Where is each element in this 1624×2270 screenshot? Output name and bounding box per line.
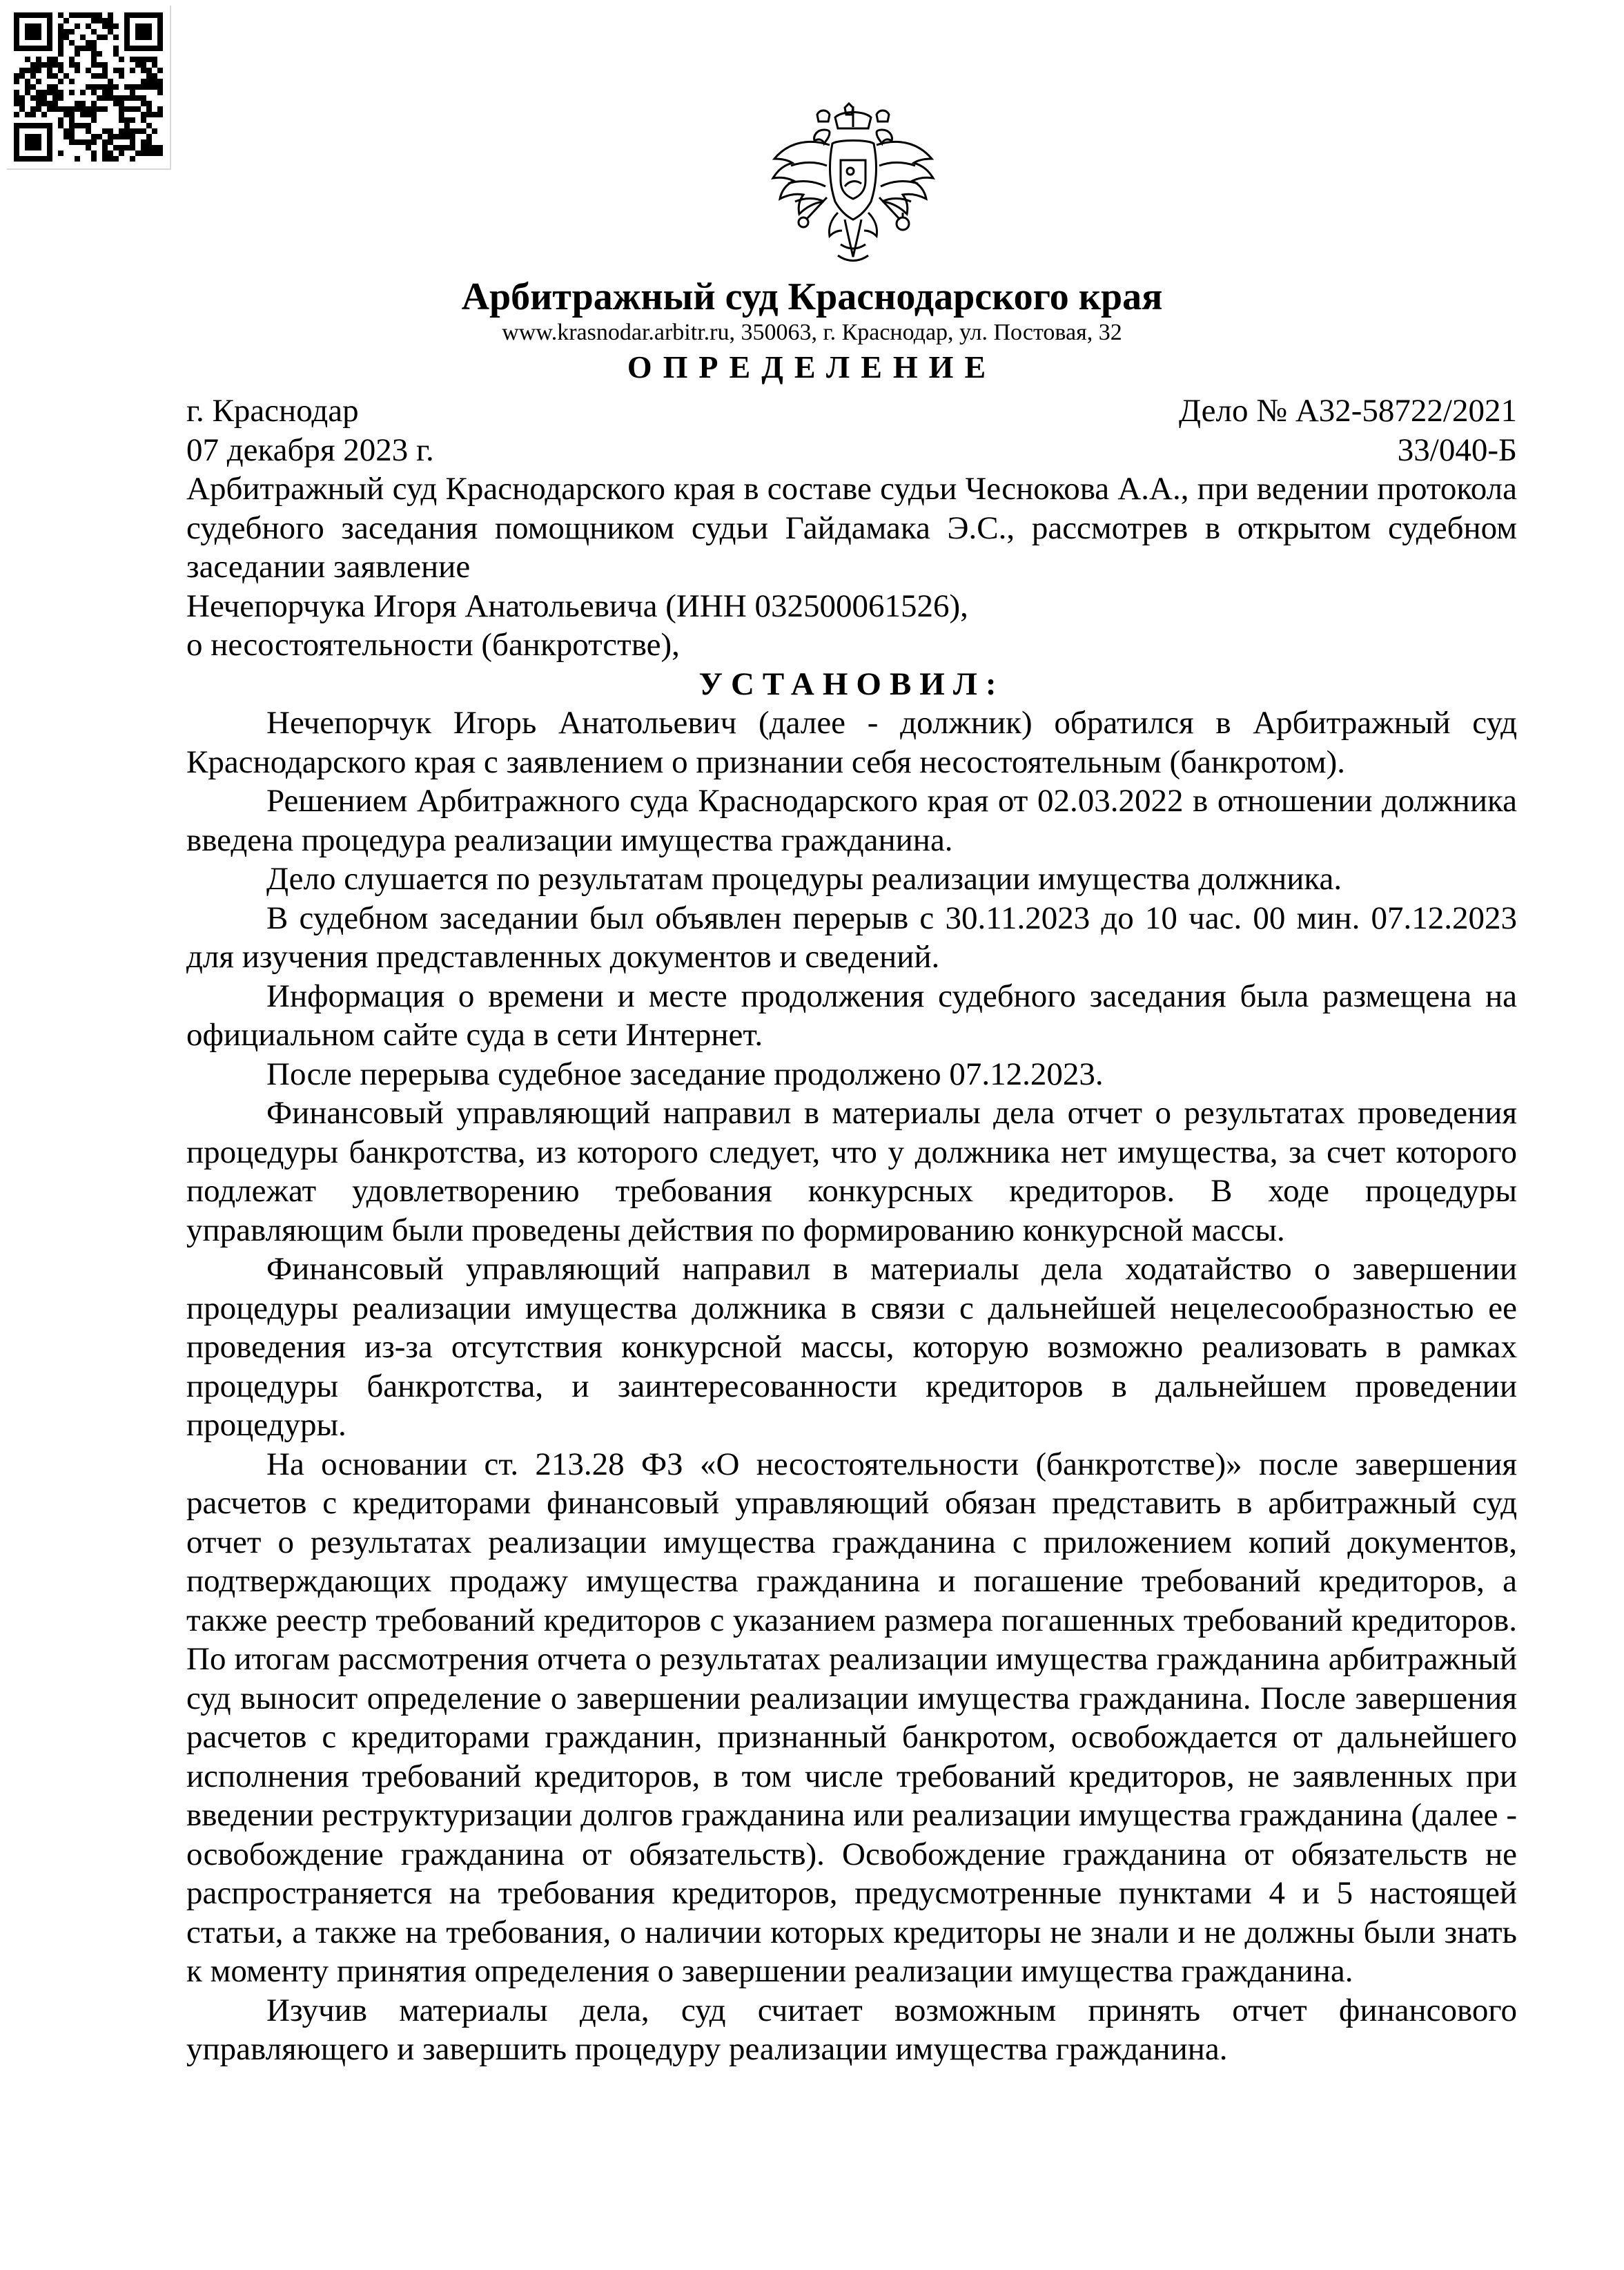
paragraph: Финансовый управляющий направил в материалы дела ходатайство о завершении процедуры реализации имущества должника в связи с дальнейшей нецелесообразностью ее проведения из-за отсутствия конкурсной массы, которую возможно реализовать в рамках процедуры банкротства, и заинтересованности кредиторов в дальнейшем проведении процедуры. <box>186 1251 1517 1443</box>
paragraph: После перерыва судебное заседание продолжено 07.12.2023. <box>266 1056 1104 1092</box>
paragraph: На основании ст. 213.28 ФЗ «О несостоятельности (банкротстве)» после завершения расчетов с кредиторами финансовый управляющий обязан представить в арбитражный суд отчет о результатах реализации имущества гражданина с приложением копий документов, подтверждающих продажу имущества гражданина и погашение требований кредиторов, а также реестр требований кредиторов с указанием размера погашенных требований кредиторов. По итогам рассмотрения отчета о результатах реализации имущества гражданина арбитражный суд выносит определение о завершении реализации имущества гражданина. После завершения расчетов с кредиторами гражданин, признанный банкротом, освобождается от дальнейшего исполнения требований кредиторов, в том числе требований кредиторов, не заявленных при введении реструктуризации долгов гражданина или реализации имущества гражданина (далее - освобождение гражданина от обязательств). Освобождение гражданина от обязательств не распространяется на требования кредиторов, предусмотренные пунктами 4 и 5 настоящей статьи, а также на требования, о наличии которых кредиторы не знали и не должны были знать к моменту принятия определения о завершении реализации имущества гражданина. <box>186 1446 1517 1989</box>
paragraph: Дело слушается по результатам процедуры реализации имущества должника. <box>266 861 1342 897</box>
section-title: УСТАНОВИЛ: <box>698 666 1005 702</box>
paragraph: Решением Арбитражного суда Краснодарского края от 02.03.2022 в отношении должника введена процедура реализации имущества гражданина. <box>186 783 1517 858</box>
paragraph: Финансовый управляющий направил в материалы дела отчет о результатах проведения процедуры банкротства, из которого следует, что у должника нет имущества, за счет которого подлежат удовлетворению требования конкурсных кредиторов. В ходе процедуры управляющим были проведены действия по формированию конкурсной массы. <box>186 1095 1517 1248</box>
qr-code <box>7 6 171 170</box>
document-body <box>186 391 1517 2069</box>
header-row-date-code <box>186 431 1517 470</box>
court-address: www.krasnodar.arbitr.ru, 350063, г. Краснодар, ул. Постовая, 32 <box>502 320 1122 345</box>
qr-code-pattern <box>14 12 163 162</box>
document-title: ОПРЕДЕЛЕНИЕ <box>627 349 997 385</box>
paragraph: Нечепорчук Игорь Анатольевич (далее - должник) обратился в Арбитражный суд Краснодарского края с заявлением о признании себя несостоятельным (банкротом). <box>186 705 1517 780</box>
subject-line: о несостоятельности (банкротстве), <box>186 627 680 663</box>
coat-of-arms-icon <box>763 102 943 266</box>
debtor-line: Нечепорчука Игоря Анатольевича (ИНН 032500061526), <box>186 588 968 624</box>
case-number: Дело № А32-58722/2021 <box>1179 393 1517 429</box>
paragraph: Изучив материалы дела, суд считает возможным принять отчет финансового управляющего и завершить процедуру реализации имущества гражданина. <box>186 1992 1517 2067</box>
court-name: Арбитражный суд Краснодарского края <box>461 275 1163 318</box>
city: г. Краснодар <box>186 393 359 429</box>
decision-date: 07 декабря 2023 г. <box>186 431 434 468</box>
intro-paragraph: Арбитражный суд Краснодарского края в составе судьи Чеснокова А.А., при ведении протокола судебного заседания помощником судьи Гайдамака Э.С., рассмотрев в открытом судебном заседании заявление <box>186 471 1517 585</box>
paragraph: Информация о времени и месте продолжения судебного заседания была размещена на официальном сайте суда в сети Интернет. <box>186 978 1517 1053</box>
paragraph: В судебном заседании был объявлен перерыв с 30.11.2023 до 10 час. 00 мин. 07.12.2023 для изучения представленных документов и сведений. <box>186 900 1517 975</box>
case-code: 33/040-Б <box>1397 431 1517 468</box>
header-row-city-case <box>186 391 1517 431</box>
